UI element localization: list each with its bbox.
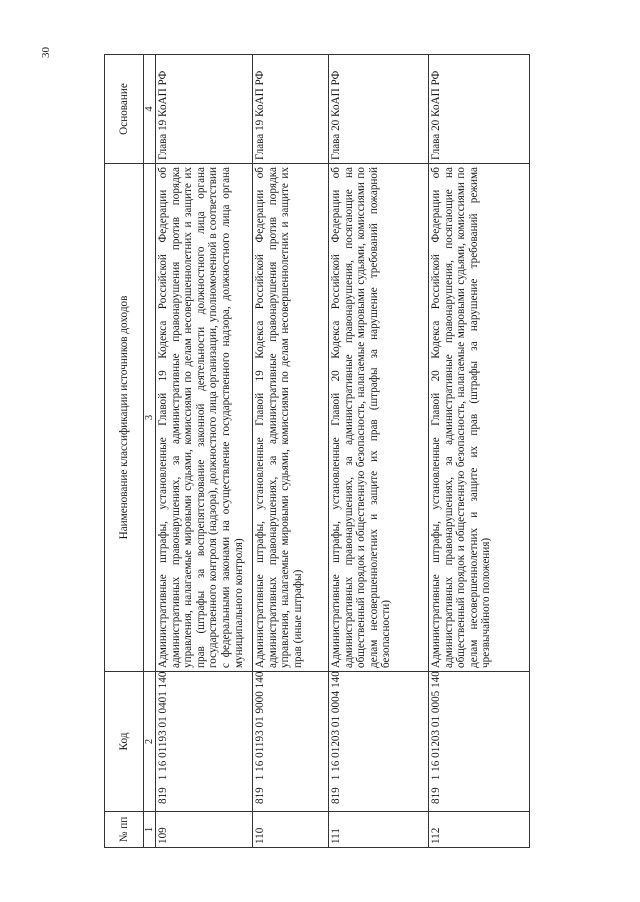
table-row — [329, 55, 429, 848]
revenue-name: Административные штрафы, установленные Главой 20 Кодекса Российской Федерации об административных правонарушениях, за административные правонарушения, посягающие на общественный порядок и общественную безопасность, налагаемые мировыми судьями, комиссиями по делам несовершеннолетних и защите их прав (штрафы за нарушение требований режима чрезвычайного положения) — [429, 164, 530, 672]
table-row — [156, 55, 253, 848]
header-name: Наименование классификации источников доходов — [105, 164, 144, 672]
column-number: 2 — [144, 672, 156, 812]
page-number: 30 — [40, 47, 52, 58]
admin-code: 819 — [330, 787, 342, 804]
column-numbers-row — [144, 55, 156, 848]
revenue-code: 1 16 01203 01 0005 140 — [430, 671, 442, 781]
revenue-classification-table — [104, 54, 530, 848]
code-cell — [429, 672, 530, 812]
header-number: № пп — [105, 812, 144, 848]
row-number: 109 — [156, 812, 253, 848]
code-cell — [329, 672, 429, 812]
legal-basis: Глава 19 КоАП РФ — [156, 55, 253, 164]
row-number: 112 — [429, 812, 530, 848]
revenue-code: 1 16 01193 01 9000 140 — [254, 671, 266, 781]
row-number: 111 — [329, 812, 429, 848]
code-cell — [156, 672, 253, 812]
header-basis: Основание — [105, 55, 144, 164]
revenue-code: 1 16 01203 01 0004 140 — [330, 671, 342, 781]
code-cell — [253, 672, 329, 812]
admin-code: 819 — [157, 787, 169, 804]
column-number: 1 — [144, 812, 156, 848]
legal-basis: Глава 19 КоАП РФ — [253, 55, 329, 164]
row-number: 110 — [253, 812, 329, 848]
column-number: 4 — [144, 55, 156, 164]
table-header-row — [105, 55, 144, 848]
revenue-name: Административные штрафы, установленные Главой 20 Кодекса Российской Федерации об административных правонарушениях, за административные правонарушения, посягающие на общественный порядок и общественную безопасность, налагаемые мировыми судьями, комиссиями по делам несовершеннолетних и защите их прав (штрафы за нарушение требований пожарной безопасности) — [329, 164, 429, 672]
table-row — [429, 55, 530, 848]
revenue-name: Административные штрафы, установленные Главой 19 Кодекса Российской Федерации об административных правонарушениях, за административные правонарушения против порядка управления, налагаемые мировыми судьями, комиссиями по делам несовершеннолетних и защите их прав (иные штрафы) — [253, 164, 329, 672]
admin-code: 819 — [254, 787, 266, 804]
legal-basis: Глава 20 КоАП РФ — [329, 55, 429, 164]
legal-basis: Глава 20 КоАП РФ — [429, 55, 530, 164]
header-code: Код — [105, 672, 144, 812]
column-number: 3 — [144, 164, 156, 672]
admin-code: 819 — [430, 787, 442, 804]
revenue-name: Административные штрафы, установленные Главой 19 Кодекса Российской Федерации об административных правонарушениях, за административные правонарушения против порядка управления, налагаемые мировыми судьями, комиссиями по делам несовершеннолетних и защите их прав (штрафы за воспрепятствование законной деятельности должностного лица органа государственного контроля (надзора), должностного лица организации, уполномоченной в соответствии с федеральными законами на осуществление государственного надзора, должностного лица органа муниципального контроля) — [156, 164, 253, 672]
rotated-page — [104, 55, 540, 848]
table-row — [253, 55, 329, 848]
revenue-code: 1 16 01193 01 0401 140 — [157, 671, 169, 781]
